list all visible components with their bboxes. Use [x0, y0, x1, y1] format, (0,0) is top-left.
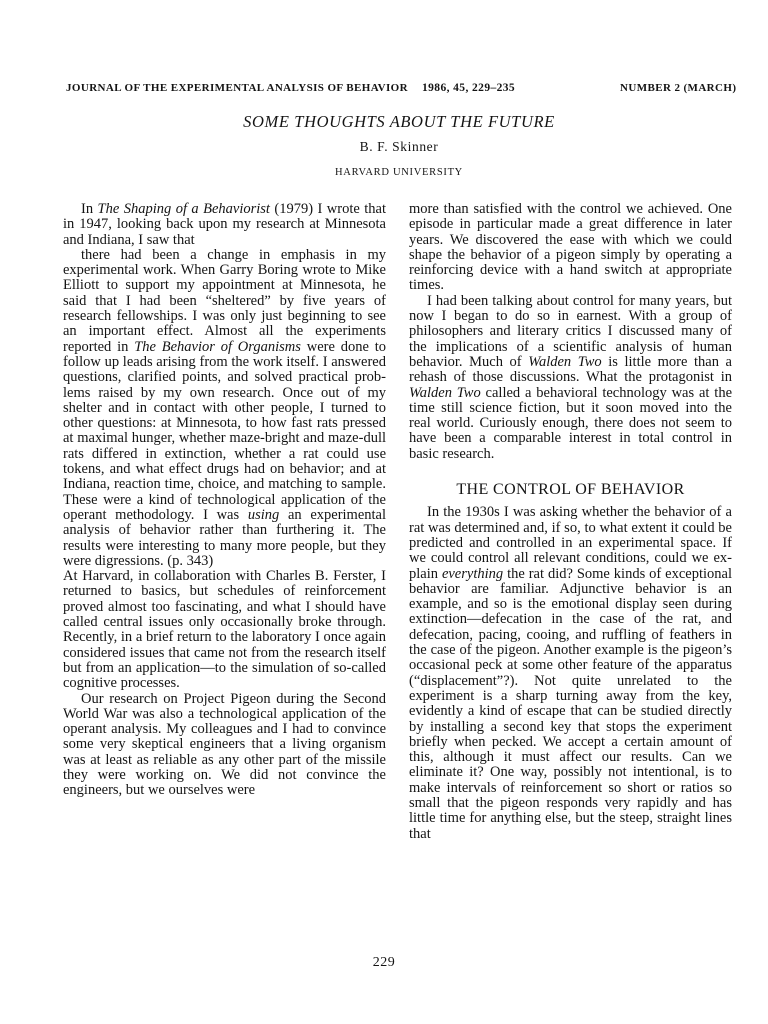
quote-text-middle: were done to follow up leads arising from the work itself. I answered questions, clarified points, and solved practical problems raised by my own research. Once out of my shelter and in contact with other people, I turned to other questions: at Minnesota, to how fast rats pressed at maximal hunger, whether maze-bright and maze-dull rats differed in extinction, whether a rat could use tokens, and what effect drugs had on behavior; and at Indiana, reaction time, choice, and matching to sample. These were a kind of technological application of the operant methodology. I was	[63, 338, 386, 523]
right-column	[409, 202, 732, 842]
paragraph-continued: more than satisfied with the control we achieved. One episode in particular made a great difference in later years. We discovered the ease with which we could shape the behavior of a pigeon simply by operating a reinforcing device with a hand switch at appropriate times.	[409, 201, 732, 294]
book-title-walden-two-2: Walden Two	[409, 384, 481, 401]
author-affiliation: HARVARD UNIVERSITY	[335, 167, 463, 178]
issue-number: NUMBER 2 (MARCH)	[620, 82, 737, 94]
journal-name: JOURNAL OF THE EXPERIMENTAL ANALYSIS OF BEHAVIOR	[66, 82, 408, 94]
running-head	[0, 82, 768, 98]
citation-year: 1986,	[422, 82, 450, 94]
emphasis-everything: everything	[441, 565, 504, 582]
intro-paragraph	[63, 202, 386, 248]
book-title-behavior-of-organisms: The Behavior of Organisms	[134, 338, 301, 355]
paragraph-project-pigeon: Our research on Project Pigeon during the Second World War was also a technological application of the operant analysis. My colleagues and I had to convince some very skeptical engineers that a living organism was at least as reliable as any other part of the missile they were working on. We did not convince the engineers, but we ourselves were	[63, 690, 386, 799]
citation-pages: 229–235	[472, 82, 516, 94]
paragraph-harvard: At Harvard, in collaboration with Charles B. Ferster, I returned to basics, but schedules of reinforcement proved almost too fascinating, and what I should have called central issues only occasionally broke through. Recently, in a brief return to the laboratory I once again considered issues that came not from the research itself but from an application—to the simulation of so-called cognitive processes.	[63, 568, 386, 692]
book-title-shaping: The Shaping of a Behaviorist	[97, 201, 270, 217]
control-text-middle: is little more than a rehash of those discussions. What the protagonist in	[409, 353, 732, 386]
citation	[422, 82, 515, 94]
intro-text-end: (1979) I wrote that in 1947, looking back upon my research at Minnesota and Indiana, I saw that	[63, 201, 386, 248]
article-author: B. F. Skinner	[359, 139, 439, 154]
section-heading: THE CONTROL OF BEHAVIOR	[456, 481, 685, 499]
quote-text: there had been a change in emphasis in my experimental work. When Garry Boring wrote to Mike Elliott to support my appointment at Minnesota, he said that I had been “sheltered” by five years of research fellowships. I was only just beginning to see an important effect. Almost all the experiments reported in	[63, 246, 386, 355]
intro-text: In	[81, 201, 98, 217]
control-text: I had been talking about control for many years, but now I began to do so in earnest. With a group of philosophers and literary critics I discussed many of the implications of a scientific analysis of human behavior. Much of	[409, 292, 732, 370]
control-text-end: called a behavioral technology was at the time still science fiction, but it soon moved into the real world. Curiously enough, there does not seem to have been a comparable interest in total control in basic research.	[409, 384, 732, 462]
section-text: In the 1930s I was asking whether the behavior of a rat was determined and, if so, to what extent it could be predicted and controlled in an experimental space. If we could control all relevant conditions, could we explain	[409, 504, 732, 582]
emphasis-using: using	[247, 506, 280, 523]
left-column	[63, 202, 386, 799]
article-title: SOME THOUGHTS ABOUT THE FUTURE	[243, 112, 555, 131]
section-text-end: the rat did? Some kinds of exceptional behavior are familiar. Adjunctive behavior is an example, and so is the emotional display seen during extinction—defecation in the case of the rat, and defecation, pacing, cooing, and ruffling of feathers in the case of the pigeon. Another example is the pigeon’s occasional peck at some other feature of the apparatus (“displacement”?). Not quite unrelated to the experiment is a sharp turning away from the key, evidently a kind of escape that can be studied directly by installing a second key that stops the experiment briefly when pecked. We accept a certain amount of this, although it must affect our results. Can we eliminate it? One way, possibly not intentional, is to make intervals of reinforcement so short or ratios so small that the pigeon responds very rapidly and has little time for anything else, but the steep, straight lines that	[409, 565, 732, 842]
paragraph-control	[409, 294, 732, 462]
book-title-walden-two: Walden Two	[528, 353, 602, 370]
page-number: 229	[372, 955, 396, 970]
quote-text-end: an experimental analysis of behavior rather than furthering it. The results were interesting to many more people, but they were digressions. (p. 343)	[63, 506, 387, 569]
citation-volume: 45,	[453, 82, 469, 94]
block-quote	[63, 248, 386, 569]
paragraph-1930s	[409, 505, 732, 842]
